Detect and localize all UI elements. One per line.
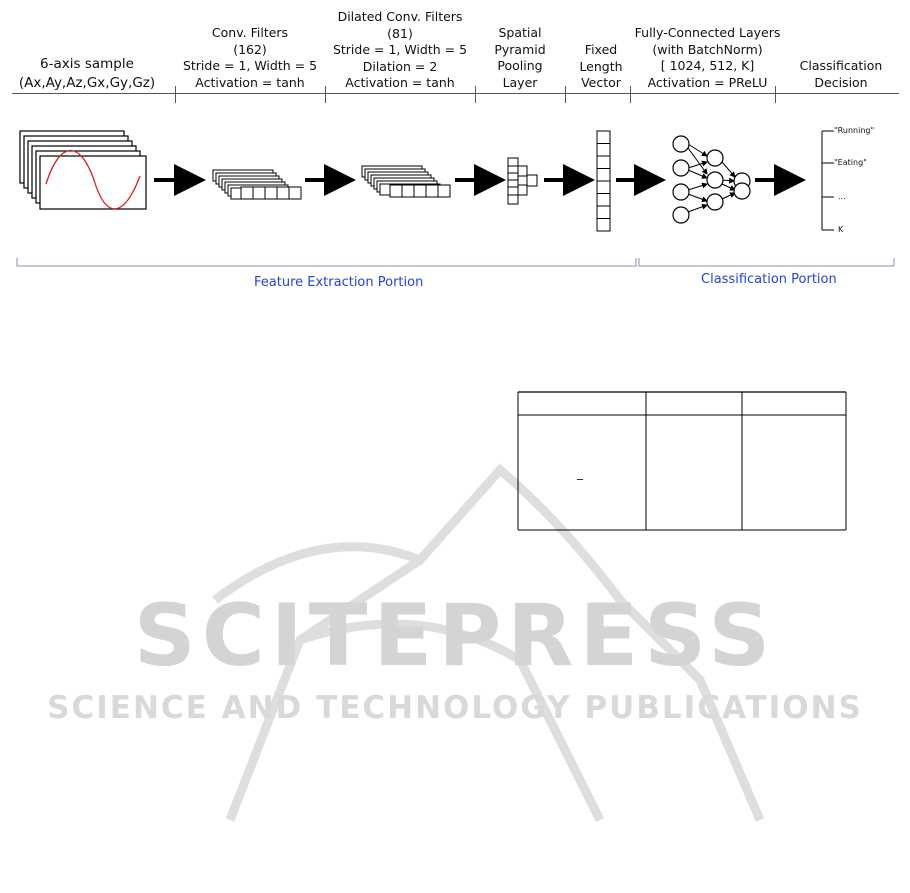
header-dilated-line-2: (81) (387, 25, 413, 41)
fixed-vector-icon (597, 131, 610, 231)
fc-node (673, 184, 689, 200)
feature-extraction-bracket (17, 258, 636, 266)
dilated-front-cells (390, 185, 450, 197)
table-stub (518, 392, 846, 530)
header-spp-line-4: Layer (502, 74, 538, 90)
watermark-main-text: SCITEPRESS (133, 586, 777, 686)
dilated-conv-filters-icon (362, 166, 450, 197)
spp-icon (508, 158, 537, 204)
feature-extraction-label: Feature Extraction Portion (254, 275, 424, 290)
classification-label: Classification Portion (701, 272, 837, 287)
fc-node (673, 160, 689, 176)
conv-front-cells (241, 187, 301, 199)
watermark-sub-text: SCIENCE AND TECHNOLOGY PUBLICATIONS (47, 690, 863, 726)
sample-stack-icon (20, 131, 146, 209)
fc-node (707, 172, 723, 188)
header-spp-line-3: Pooling (497, 58, 543, 73)
header-spp-line-2: Pyramid (494, 41, 546, 57)
class-label-running: "Running" (834, 126, 875, 135)
header-conv-line-4: Activation = tanh (195, 74, 305, 90)
header-fixed-line-3: Vector (581, 75, 621, 90)
header-fc-line-2: (with BatchNorm) (652, 41, 763, 57)
header-fc-line-1: Fully-Connected Layers (634, 25, 781, 40)
fc-node (707, 194, 723, 210)
class-label-k: K (838, 225, 844, 234)
header-fixed-line-1: Fixed (584, 42, 618, 57)
header-dilated-line-3: Stride = 1, Width = 5 (332, 42, 468, 57)
header-dilated-line-1: Dilated Conv. Filters (337, 9, 463, 24)
table-cell-text: _ (577, 466, 583, 480)
header-conv-line-3: Stride = 1, Width = 5 (182, 58, 318, 73)
header-dilated-line-5: Activation = tanh (345, 75, 455, 90)
header-class-line-1: Classification (799, 58, 883, 73)
portion-brackets (17, 258, 894, 266)
classification-bracket (639, 258, 894, 266)
header-sample-line-2: (Ax,Ay,Az,Gx,Gy,Gz) (18, 75, 156, 91)
fc-node (673, 136, 689, 152)
fc-network-icon (673, 136, 750, 223)
header-fc-line-3: [ 1024, 512, K] (660, 58, 755, 73)
header-fc-line-4: Activation = PReLU (647, 74, 768, 90)
fc-node (707, 150, 723, 166)
decision-bracket (822, 131, 834, 230)
header-spp-line-1: Spatial (498, 25, 542, 40)
header-conv-line-1: Conv. Filters (211, 25, 289, 40)
fc-node (673, 207, 689, 223)
fc-node (734, 183, 750, 199)
class-label-ellipsis: ... (838, 192, 846, 201)
header-conv-line-2: (162) (233, 41, 267, 57)
header-dilated-line-4: Dilation = 2 (362, 58, 438, 74)
header-class-line-2: Decision (814, 74, 868, 90)
class-label-eating: "Eating" (834, 158, 867, 167)
header-sample-line-1: 6-axis sample (40, 56, 134, 72)
header-fixed-line-2: Length (579, 58, 623, 74)
conv-filters-icon (213, 170, 301, 199)
